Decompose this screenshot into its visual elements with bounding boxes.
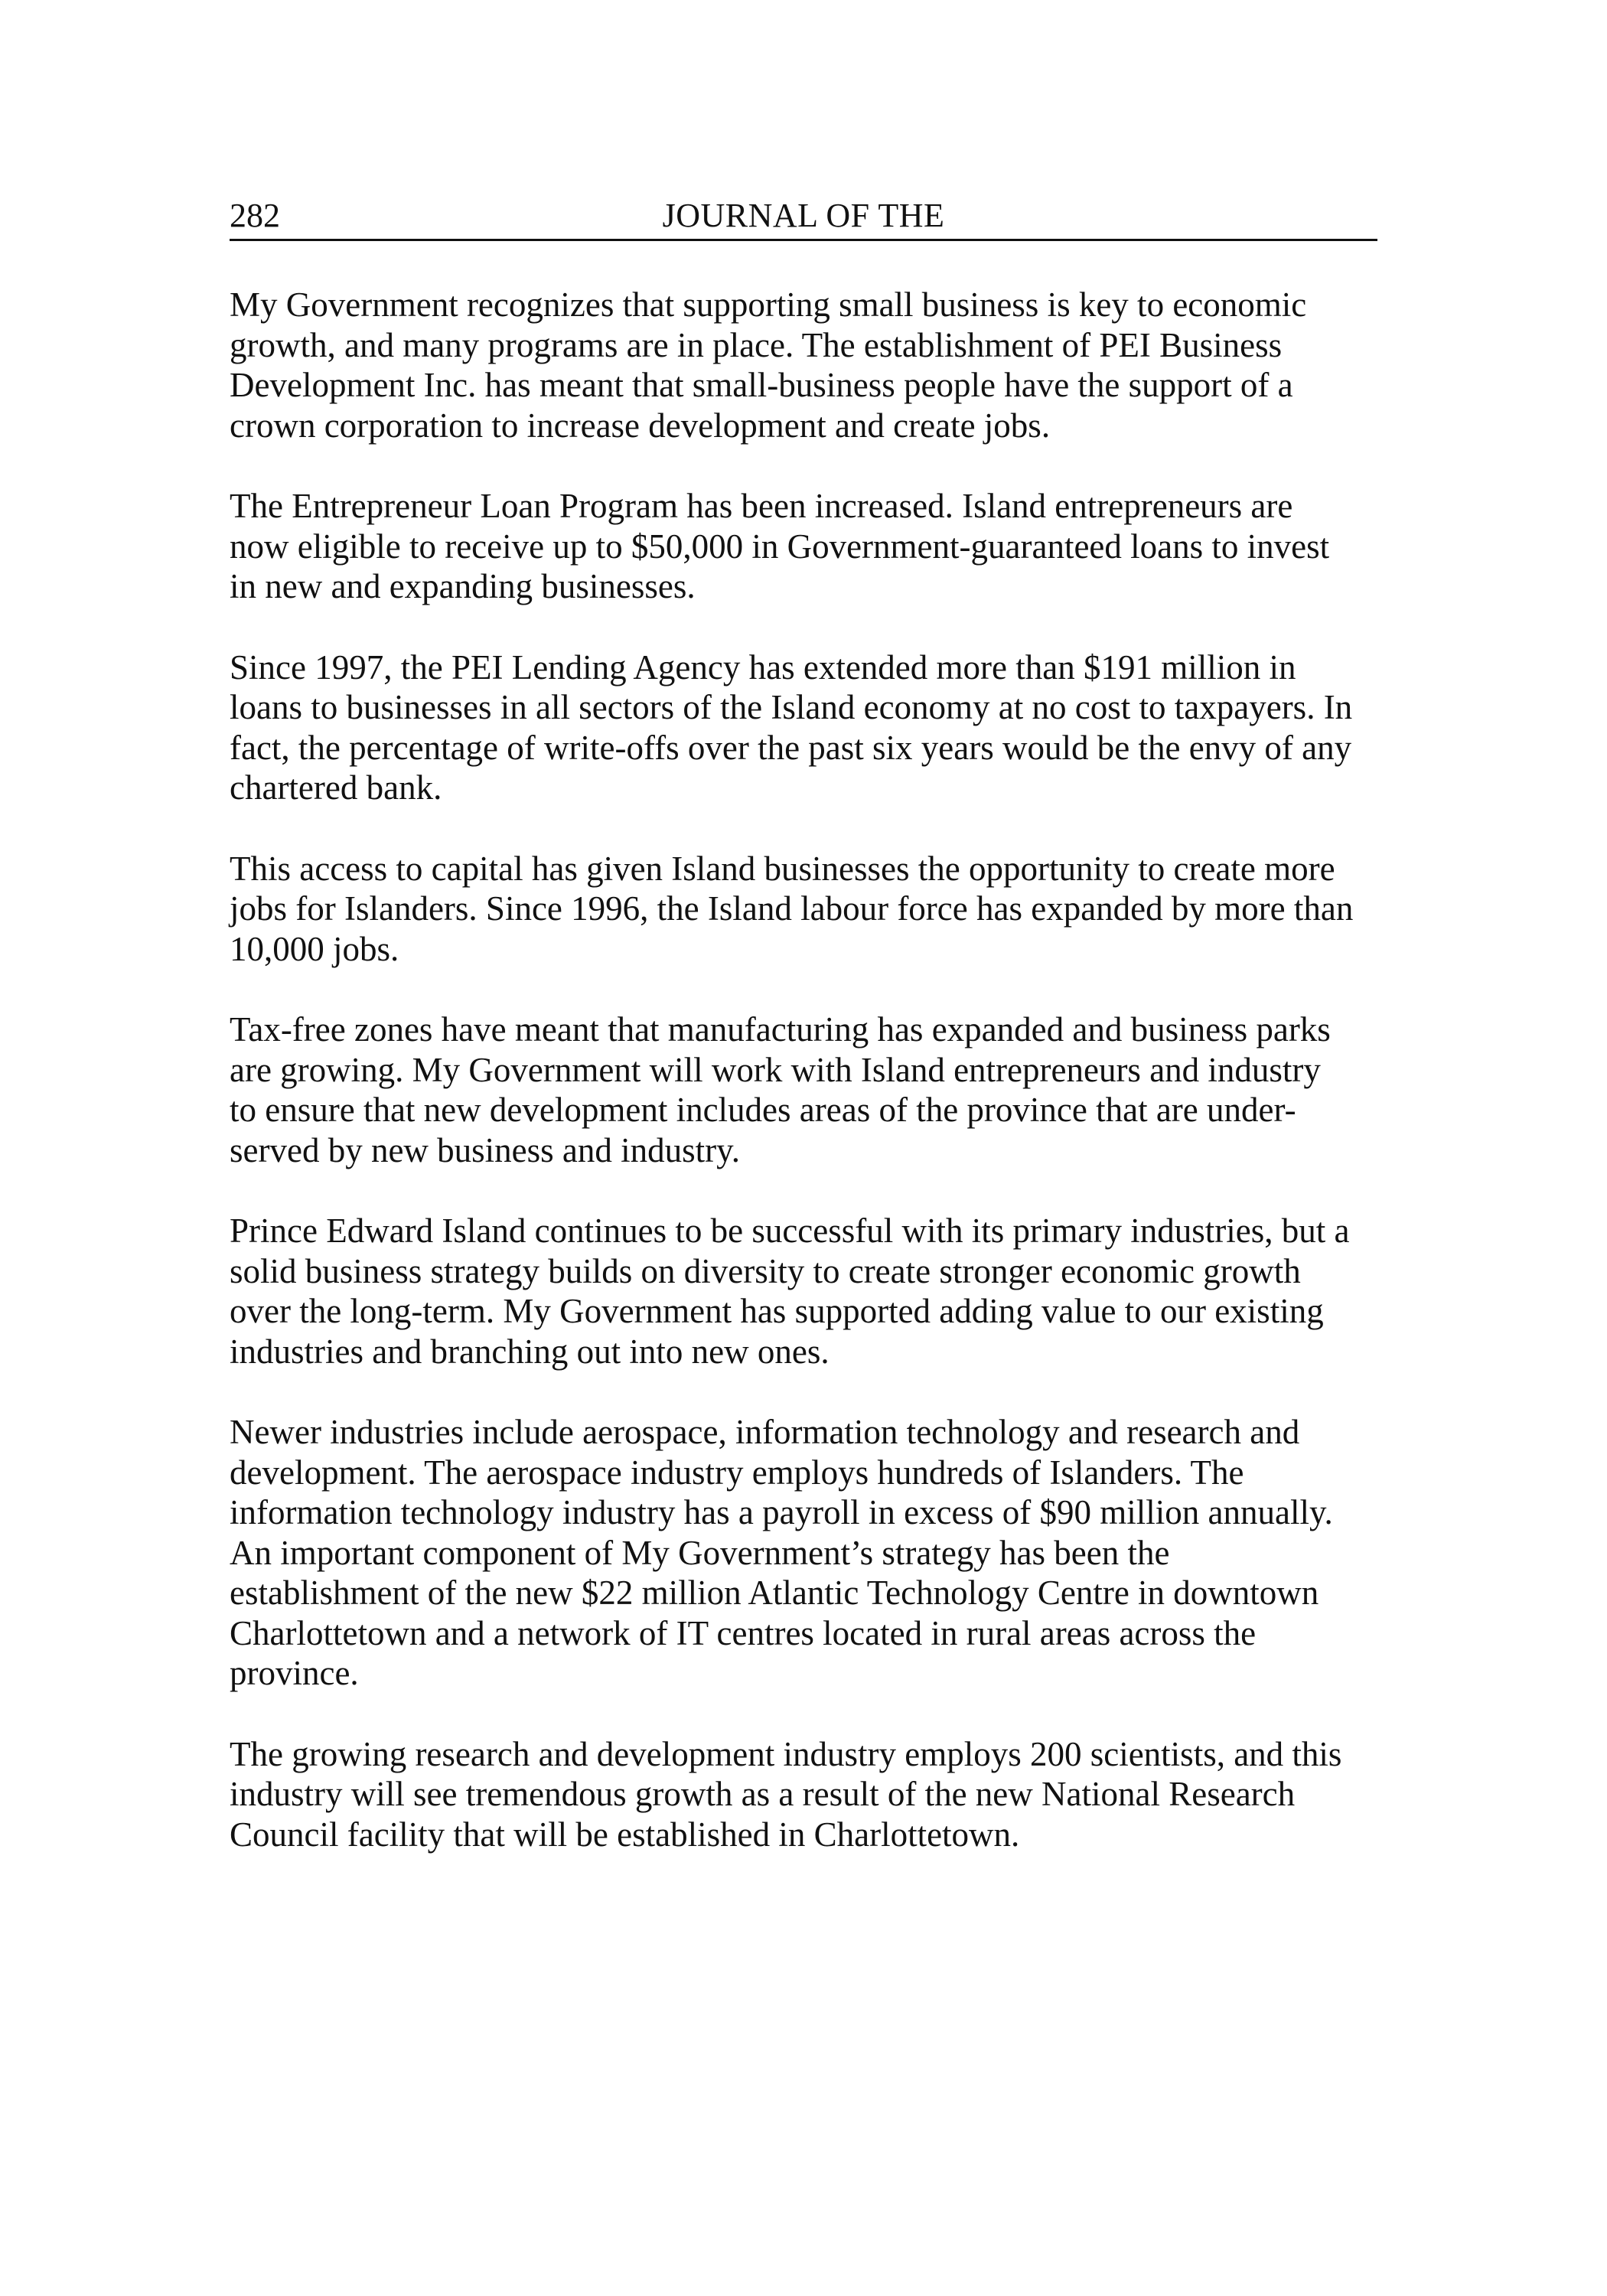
body-text (230, 285, 1377, 1895)
text-line: are growing. My Government will work with Island entrepreneurs and industry (230, 1050, 1321, 1089)
text-line: information technology industry has a payroll in excess of $90 million annually. (230, 1493, 1333, 1531)
paragraph-tax-free-zones (230, 1009, 1377, 1170)
text-line: This access to capital has given Island businesses the opportunity to create more (230, 849, 1335, 888)
page-number: 282 (230, 197, 280, 234)
text-line: industry will see tremendous growth as a result of the new National Research (230, 1775, 1296, 1813)
text-line: establishment of the new $22 million Atlantic Technology Centre in downtown (230, 1574, 1319, 1612)
journal-title: JOURNAL OF THE (662, 197, 945, 234)
text-line: jobs for Islanders. Since 1996, the Island labour force has expanded by more than (230, 889, 1354, 928)
text-line: Council facility that will be established in Charlottetown. (230, 1815, 1020, 1854)
text-line: served by new business and industry. (230, 1130, 740, 1169)
text-line: Development Inc. has meant that small-business people have the support of a (230, 366, 1293, 404)
text-line: Newer industries include aerospace, information technology and research and (230, 1413, 1300, 1451)
text-line: crown corporation to increase development and create jobs. (230, 406, 1051, 445)
text-line: Since 1997, the PEI Lending Agency has extended more than $191 million in (230, 647, 1296, 687)
text-line: Prince Edward Island continues to be successful with its primary industries, but a (230, 1212, 1350, 1250)
text-line: Tax-free zones have meant that manufacturing has expanded and business parks (230, 1010, 1331, 1049)
text-line: over the long-term. My Government has supported adding value to our existing (230, 1292, 1324, 1330)
text-line: fact, the percentage of write-offs over the past six years would be the envy of any (230, 728, 1352, 767)
text-line: industries and branching out into new ones. (230, 1332, 830, 1371)
text-line: The Entrepreneur Loan Program has been increased. Island entrepreneurs are (230, 487, 1293, 525)
text-line: now eligible to receive up to $50,000 in Government-guaranteed loans to invest (230, 527, 1330, 566)
text-line: Charlottetown and a network of IT centres located in rural areas across the (230, 1613, 1257, 1652)
text-line: development. The aerospace industry employs hundreds of Islanders. The (230, 1453, 1244, 1492)
text-line: to ensure that new development includes areas of the province that are under- (230, 1091, 1296, 1129)
paragraph-primary-industries (230, 1211, 1377, 1371)
text-line: solid business strategy builds on diversity to create stronger economic growth (230, 1251, 1301, 1290)
text-line: The growing research and development industry employs 200 scientists, and this (230, 1734, 1342, 1773)
paragraph-entrepreneur-loan (230, 486, 1377, 607)
paragraph-research-development (230, 1734, 1377, 1855)
paragraph-newer-industries (230, 1412, 1377, 1694)
text-line: 10,000 jobs. (230, 929, 399, 968)
running-head (230, 193, 1377, 241)
paragraph-lending-agency (230, 647, 1377, 808)
text-line: province. (230, 1654, 359, 1692)
text-line: chartered bank. (230, 768, 442, 807)
text-line: in new and expanding businesses. (230, 567, 696, 605)
paragraph-small-business (230, 285, 1377, 445)
text-line: My Government recognizes that supporting small business is key to economic (230, 285, 1307, 324)
paragraph-capital-access (230, 849, 1377, 970)
text-line: An important component of My Government’s strategy has been the (230, 1533, 1170, 1572)
text-line: growth, and many programs are in place. The establishment of PEI Business (230, 325, 1283, 364)
text-line: loans to businesses in all sectors of the Island economy at no cost to taxpayers. In (230, 688, 1353, 726)
